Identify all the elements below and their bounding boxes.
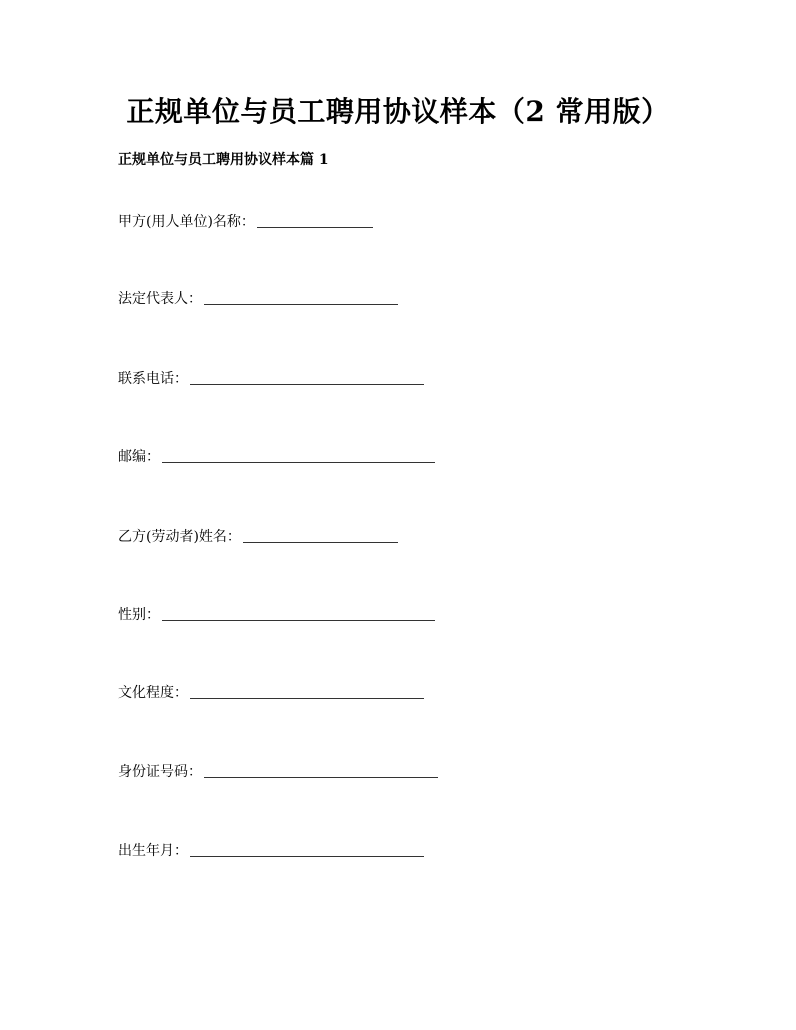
field-label: 邮编： — [118, 449, 160, 465]
field-blank-line[interactable] — [162, 606, 435, 621]
field-birth-date — [118, 840, 424, 862]
field-education — [118, 682, 424, 704]
field-legal-representative — [118, 288, 398, 310]
field-label: 身份证号码： — [118, 764, 202, 780]
field-label: 出生年月： — [118, 843, 188, 859]
field-blank-line[interactable] — [243, 528, 398, 543]
document-title: 正规单位与员工聘用协议样本（2 常用版） — [126, 95, 670, 128]
field-label: 法定代表人： — [118, 291, 202, 307]
field-blank-line[interactable] — [204, 290, 398, 305]
field-blank-line[interactable] — [190, 370, 424, 385]
field-label: 乙方(劳动者)姓名： — [118, 529, 241, 545]
field-label: 文化程度： — [118, 685, 188, 701]
field-blank-line[interactable] — [257, 213, 373, 228]
section-heading: 正规单位与员工聘用协议样本篇 1 — [118, 152, 329, 168]
field-gender — [118, 604, 435, 626]
field-employer-name — [118, 211, 373, 233]
field-label: 甲方(用人单位)名称： — [118, 214, 255, 230]
field-blank-line[interactable] — [190, 684, 424, 699]
field-blank-line[interactable] — [162, 448, 435, 463]
field-phone — [118, 368, 424, 390]
field-blank-line[interactable] — [204, 763, 438, 778]
field-blank-line[interactable] — [190, 842, 424, 857]
field-label: 联系电话： — [118, 371, 188, 387]
field-postcode — [118, 446, 435, 468]
field-id-number — [118, 761, 438, 783]
field-label: 性别： — [118, 607, 160, 623]
field-employee-name — [118, 526, 398, 548]
